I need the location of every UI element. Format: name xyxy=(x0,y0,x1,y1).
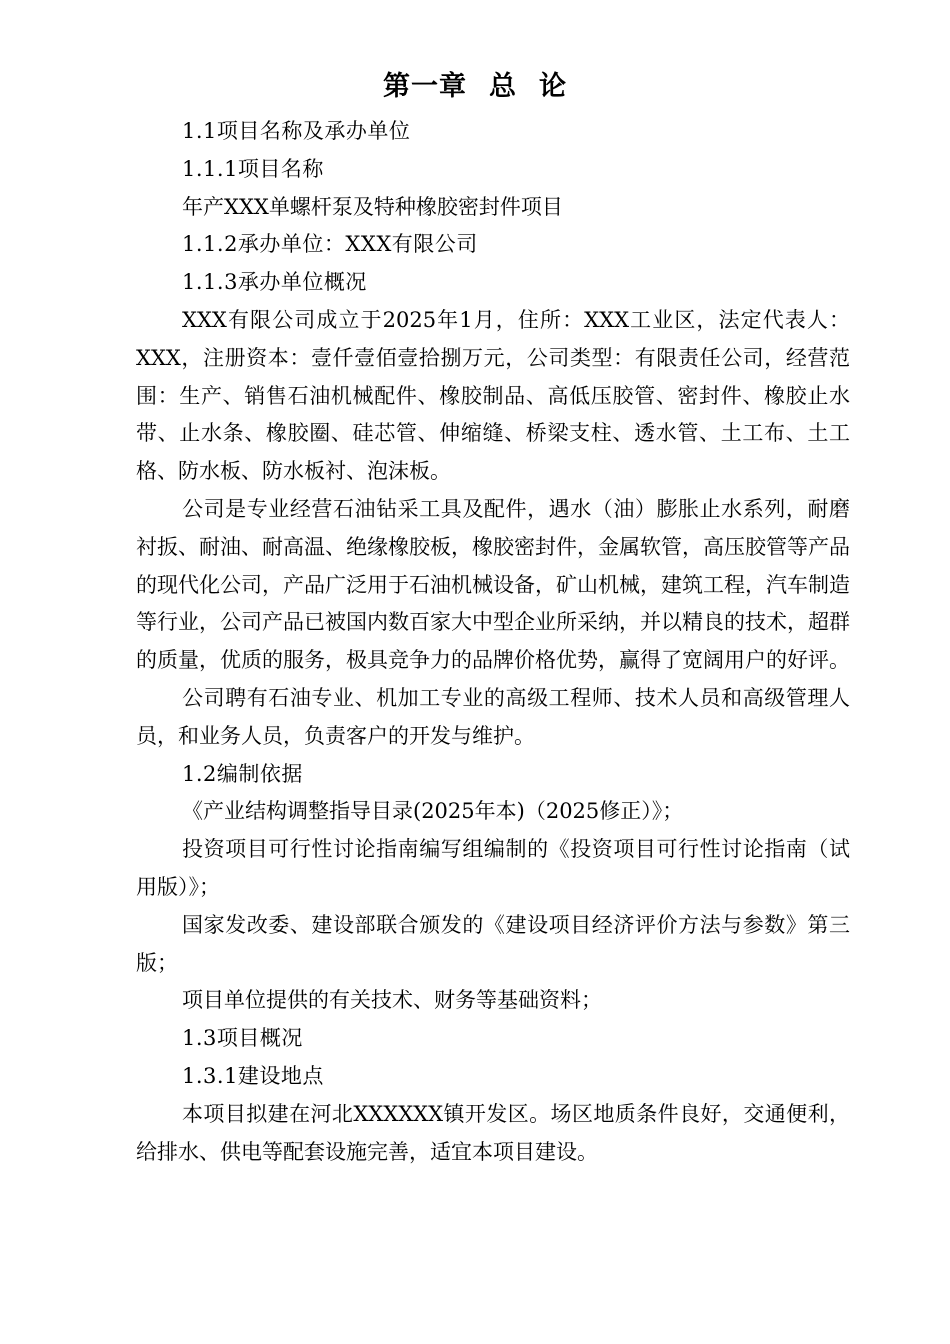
company-business-paragraph: 公司是专业经营石油钻采工具及配件，遇水（油）膨胀止水系列，耐磨衬扳、耐油、耐高温、绝缘橡胶板，橡胶密封件，金属软管，高压胶管等产品的现代化公司，产品广泛用于石油机械设备，矿山机械，建筑工程，汽车制造等行业，公司产品已被国内数百家大中型企业所采纳，并以精良的技术，超群的质量，优质的服务，极具竞争力的品牌价格优势，赢得了宽阔用户的好评。 xyxy=(136,496,850,673)
section-heading-1-3: 1.3项目概况 xyxy=(182,1026,303,1051)
chapter-number: 第一章 xyxy=(383,71,467,102)
section-heading-1-1-2: 1.1.2承办单位：XXX有限公司 xyxy=(182,232,478,257)
location-paragraph: 本项目拟建在河北XXXXXX镇开发区。场区地质条件良好，交通便利，给排水、供电等配套设施完善，适宜本项目建设。 xyxy=(136,1101,850,1164)
chapter-title xyxy=(0,66,950,108)
document-body xyxy=(136,113,850,1171)
basis-item-4: 项目单位提供的有关技术、财务等基础资料； xyxy=(182,988,602,1013)
basis-item-2: 投资项目可行性讨论指南编写组编制的《投资项目可行性讨论指南（试用版）》； xyxy=(136,837,850,899)
section-heading-1-3-1: 1.3.1建设地点 xyxy=(182,1063,324,1088)
company-staff-paragraph: 公司聘有石油专业、机加工专业的高级工程师、技术人员和高级管理人员，和业务人员，负责客户的开发与维护。 xyxy=(136,685,850,748)
project-name-paragraph: 年产XXX单螺杆泵及特种橡胶密封件项目 xyxy=(182,194,563,219)
chapter-title-word-2: 论 xyxy=(539,71,567,102)
section-heading-1-1-3: 1.1.3承办单位概况 xyxy=(182,270,367,295)
company-overview-paragraph: XXX有限公司成立于2025年1月，住所：XXX工业区，法定代表人：XXX，注册资本：壹仟壹佰壹拾捌万元，公司类型：有限责任公司，经营范围：生产、销售石油机械配件、橡胶制品、高低压胶管、密封件、橡胶止水带、止水条、橡胶圈、硅芯管、伸缩缝、桥梁支柱、透水管、土工布、土工格、防水板、防水板衬、泡沫板。 xyxy=(136,307,850,484)
section-heading-1-2: 1.2编制依据 xyxy=(182,761,303,786)
basis-item-3: 国家发改委、建设部联合颁发的《建设项目经济评价方法与参数》第三版； xyxy=(136,912,850,975)
chapter-title-word-1: 总 xyxy=(489,71,517,102)
section-heading-1-1: 1.1项目名称及承办单位 xyxy=(182,119,411,143)
basis-item-1: 《产业结构调整指导目录(2025年本)（2025修正）》； xyxy=(182,799,684,824)
section-heading-1-1-1: 1.1.1项目名称 xyxy=(182,156,324,181)
